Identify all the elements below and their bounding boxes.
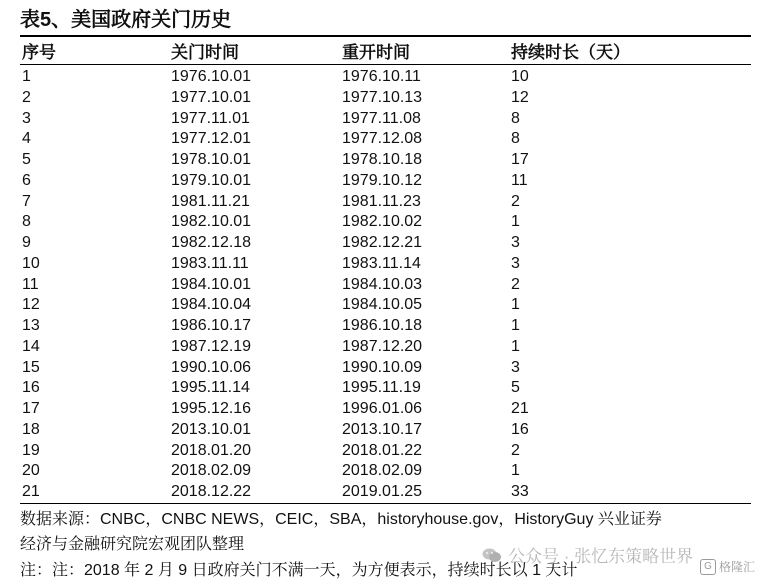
row-shutdown-date: 1984.10.01	[171, 275, 252, 293]
table-body	[0, 67, 770, 503]
row-index: 19	[22, 441, 40, 459]
row-duration: 1	[511, 296, 520, 314]
row-index: 16	[22, 379, 40, 397]
row-shutdown-date: 1981.11.21	[171, 192, 250, 210]
row-shutdown-date: 1977.12.01	[171, 130, 252, 148]
row-shutdown-date: 1977.11.01	[171, 109, 250, 127]
source-note-line1: 数据来源：CNBC，CNBC NEWS，CEIC，SBA，historyhouse.gov，HistoryGuy 兴业证券	[20, 511, 662, 528]
header-index: 序号	[22, 43, 56, 62]
row-duration: 2	[511, 275, 520, 293]
row-duration: 8	[511, 130, 520, 148]
table-row	[0, 192, 770, 213]
row-duration: 33	[511, 483, 529, 500]
corner-badge-text: 格隆汇	[719, 560, 756, 574]
row-reopen-date: 1995.11.19	[342, 379, 421, 397]
table-row	[0, 275, 770, 296]
row-reopen-date: 1981.11.23	[342, 192, 421, 210]
table-header	[0, 38, 770, 64]
row-shutdown-date: 1995.11.14	[171, 379, 250, 397]
row-index: 17	[22, 400, 40, 417]
header-reopen-date: 重开时间	[342, 43, 410, 62]
row-index: 14	[22, 337, 40, 355]
row-index: 15	[22, 358, 40, 376]
row-index: 21	[22, 483, 40, 500]
row-shutdown-date: 1982.12.18	[171, 234, 252, 251]
row-index: 12	[22, 296, 40, 314]
row-shutdown-date: 1977.10.01	[171, 88, 252, 106]
row-duration: 21	[511, 400, 529, 417]
table-title: 表5、美国政府关门历史	[20, 9, 232, 31]
row-index: 8	[22, 213, 31, 231]
row-shutdown-date: 1982.10.01	[171, 213, 252, 231]
table-row	[0, 441, 770, 462]
row-reopen-date: 2013.10.17	[342, 420, 423, 438]
row-duration: 12	[511, 88, 529, 106]
row-index: 6	[22, 171, 31, 189]
row-index: 5	[22, 151, 31, 168]
row-duration: 2	[511, 192, 520, 210]
row-shutdown-date: 1978.10.01	[171, 151, 252, 168]
row-index: 13	[22, 317, 40, 334]
row-reopen-date: 1982.12.21	[342, 234, 423, 251]
row-shutdown-date: 1976.10.01	[171, 68, 252, 85]
table-row	[0, 399, 770, 420]
table-row	[0, 212, 770, 233]
header-shutdown-date: 关门时间	[171, 43, 239, 62]
watermark-text: 公众号 · 张忆东策略世界	[508, 547, 694, 566]
row-reopen-date: 1982.10.02	[342, 213, 423, 231]
corner-logo-icon: G	[700, 559, 716, 575]
row-reopen-date: 1984.10.03	[342, 275, 423, 293]
row-index: 10	[22, 254, 40, 272]
table-top-rule	[20, 35, 751, 37]
row-index: 4	[22, 130, 31, 148]
table-row	[0, 420, 770, 441]
source-note-line2: 经济与金融研究院宏观团队整理	[20, 536, 245, 553]
table-row	[0, 295, 770, 316]
table-header-rule	[20, 64, 751, 65]
table-row	[0, 482, 770, 503]
table-row	[0, 150, 770, 171]
table-row	[0, 233, 770, 254]
table-row	[0, 254, 770, 275]
row-shutdown-date: 2013.10.01	[171, 420, 252, 438]
row-reopen-date: 1983.11.14	[342, 254, 421, 272]
table-row	[0, 67, 770, 88]
row-reopen-date: 1979.10.12	[342, 171, 423, 189]
row-duration: 3	[511, 234, 520, 251]
row-duration: 3	[511, 254, 520, 272]
row-duration: 16	[511, 420, 529, 438]
row-shutdown-date: 1990.10.06	[171, 358, 252, 376]
row-shutdown-date: 1984.10.04	[171, 296, 252, 314]
row-shutdown-date: 2018.12.22	[171, 483, 252, 500]
row-index: 9	[22, 234, 31, 251]
table-row	[0, 109, 770, 130]
watermark	[482, 542, 693, 567]
table-row	[0, 316, 770, 337]
row-reopen-date: 1987.12.20	[342, 337, 423, 355]
table-row	[0, 171, 770, 192]
corner-badge	[700, 558, 755, 575]
row-reopen-date: 2019.01.25	[342, 483, 423, 500]
row-duration: 3	[511, 358, 520, 376]
row-index: 1	[22, 68, 31, 85]
row-reopen-date: 1996.01.06	[342, 400, 423, 417]
row-shutdown-date: 2018.02.09	[171, 462, 252, 480]
row-shutdown-date: 1979.10.01	[171, 171, 252, 189]
row-duration: 5	[511, 379, 520, 397]
row-reopen-date: 1977.11.08	[342, 109, 421, 127]
row-duration: 1	[511, 337, 520, 355]
row-duration: 1	[511, 462, 520, 480]
row-shutdown-date: 1987.12.19	[171, 337, 252, 355]
row-duration: 8	[511, 109, 520, 127]
row-reopen-date: 2018.02.09	[342, 462, 423, 480]
row-index: 7	[22, 192, 31, 210]
row-duration: 1	[511, 317, 520, 334]
table-row	[0, 461, 770, 482]
row-index: 18	[22, 420, 40, 438]
row-reopen-date: 1977.10.13	[342, 88, 423, 106]
row-index: 3	[22, 109, 31, 127]
row-reopen-date: 1990.10.09	[342, 358, 423, 376]
row-reopen-date: 1976.10.11	[342, 68, 421, 85]
table-row	[0, 88, 770, 109]
row-index: 11	[22, 275, 39, 293]
row-duration: 17	[511, 151, 529, 168]
row-reopen-date: 1978.10.18	[342, 151, 423, 168]
header-duration-days: 持续时长（天）	[511, 43, 630, 62]
row-shutdown-date: 1983.11.11	[171, 254, 249, 272]
footnote: 注：注：2018 年 2 月 9 日政府关门不满一天，为方便表示，持续时长以 1 天计	[20, 562, 578, 579]
table-row	[0, 378, 770, 399]
row-shutdown-date: 1995.12.16	[171, 400, 252, 417]
table-row	[0, 358, 770, 379]
row-duration: 1	[511, 213, 520, 231]
row-reopen-date: 1977.12.08	[342, 130, 423, 148]
table-bottom-rule	[20, 503, 751, 504]
row-reopen-date: 1984.10.05	[342, 296, 423, 314]
row-shutdown-date: 2018.01.20	[171, 441, 252, 459]
row-reopen-date: 1986.10.18	[342, 317, 423, 334]
row-duration: 2	[511, 441, 520, 459]
table-row	[0, 337, 770, 358]
row-duration: 11	[511, 171, 528, 189]
wechat-icon	[482, 548, 502, 562]
row-shutdown-date: 1986.10.17	[171, 317, 252, 334]
row-reopen-date: 2018.01.22	[342, 441, 423, 459]
table-row	[0, 129, 770, 150]
row-duration: 10	[511, 68, 529, 85]
row-index: 2	[22, 88, 31, 106]
row-index: 20	[22, 462, 40, 480]
